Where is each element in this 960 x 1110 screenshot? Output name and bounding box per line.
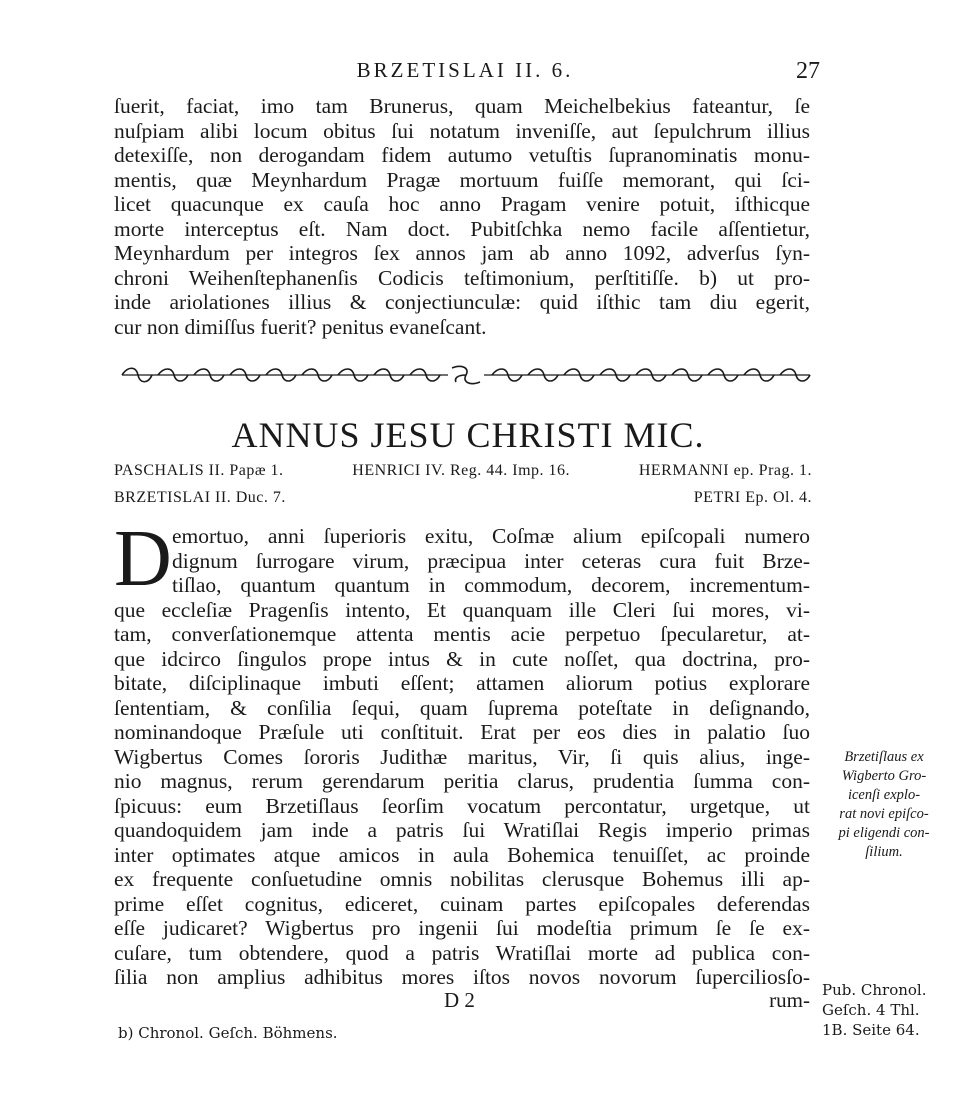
text-line: chroni Weihenſtephanenſis Codicis teſtimonium, perſtitiſſe. b) ut pro- (114, 265, 810, 290)
ruler-pope: PASCHALIS II. Papæ 1. (114, 462, 284, 479)
marginal-note-line: pi eligendi con- (838, 825, 930, 841)
rulers-row-2 (114, 489, 812, 507)
text-line: Meynhardum per integros ſex annos jam ab anno 1092, adverſus ſyn- (114, 241, 810, 265)
marginal-note-line: Brzetiſlaus ex (844, 749, 924, 765)
text-line: Wigbertus Comes ſororis Judithæ maritus, Vir, ſi quis alius, inge- (114, 744, 810, 769)
marginal-note-line: 1B. Seite 64. (822, 1021, 920, 1039)
marginal-note-line: Geſch. 4 Thl. (822, 1001, 920, 1019)
ruler-duke: BRZETISLAI II. Duc. 7. (114, 489, 286, 506)
text-line: quandoquidem jam inde a patris ſui Wratiſlai Regis imperio primas (114, 818, 810, 842)
text-line: emortuo, anni ſuperioris exitu, Coſmæ alium epiſcopali numero (172, 524, 810, 548)
running-head-title: BRZETISLAI II. 6. (356, 58, 574, 82)
text-line: licet quacunque ex cauſa hoc anno Pragam venire potuit, iſthicque (114, 192, 810, 216)
text-line: ſpicuus: eum Brzetiſlaus ſeorſim vocatum percontatur, urgetque, ut (114, 793, 810, 818)
rulers-row-1 (114, 462, 812, 480)
signature-mark: D 2 (444, 988, 475, 1012)
catchword: rum- (769, 988, 810, 1012)
paragraph-2 (114, 515, 810, 990)
marginal-note-line: Pub. Chronol. (822, 981, 927, 999)
text-line: que eccleſiæ Pragenſis intento, Et quanquam ille Cleri ſui mores, vi- (114, 597, 810, 622)
paragraph-1 (114, 94, 810, 339)
page-number: 27 (796, 58, 820, 84)
year-heading: ANNUS JESU CHRISTI MIC. (231, 415, 705, 455)
marginal-note-line: Wigberto Gro- (841, 768, 927, 784)
text-line: inter optimates atque amicos in aula Bohemica tenuiſſet, ac proinde (114, 842, 810, 867)
text-line: detexiſſe, non derogandam fidem autumo vetuſtis ſupranominatis monu- (114, 143, 810, 167)
catchline (114, 988, 810, 1014)
running-head (110, 58, 820, 88)
text-line: tiſlao, quantum quantum in commodum, decorem, incrementum- (172, 573, 810, 597)
text-line: ſuerit, faciat, imo tam Brunerus, quam Meichelbekius fateantur, ſe (114, 94, 810, 118)
ornament-icon (118, 364, 814, 386)
marginal-note-line: ſilium. (865, 844, 903, 860)
text-line: nuſpiam alibi locum obitus ſui notatum inveniſſe, aut ſepulchrum illius (114, 118, 810, 143)
text-line: nio magnus, rerum gerendarum peritia clarus, prudentia ſumma con- (114, 769, 810, 793)
text-line: prime eſſet cognitus, ediceret, cuinam partes epiſcopales deferendas (114, 891, 810, 916)
marginal-note-1 (824, 748, 944, 862)
marginal-note-line: rat novi epiſco- (839, 806, 929, 822)
ruler-emperor: HENRICI IV. Reg. 44. Imp. 16. (352, 462, 571, 479)
text-line: morte interceptus eſt. Nam doct. Pubitſchka nemo facile aſſentietur, (114, 216, 810, 241)
text-line: inde ariolationes illius & conjectiunculæ: quid iſthic tam diu egerit, (114, 290, 810, 314)
text-line: mentis, quæ Meynhardum Pragæ mortuum fuiſſe memorant, qui ſci- (114, 167, 810, 192)
ruler-bishop-olomouc: PETRI Ep. Ol. 4. (693, 489, 812, 506)
text-line: que idcirco ſingulos prope intus & in cute noſſet, qua doctrina, pro- (114, 646, 810, 671)
text-line: nominandoque Præſule uti conſtituit. Erat per eos dies in palatio ſuo (114, 720, 810, 744)
text-line: ex frequente conſuetudine omnis nobilitas clerusque Bohemus illi ap- (114, 867, 810, 891)
marginal-note-2 (822, 980, 942, 1040)
ruler-bishop-prague: HERMANNI ep. Prag. 1. (638, 462, 812, 479)
text-line: ſilia non amplius adhibitus mores iſtos novos novorum ſuperciliosſo- (114, 965, 810, 989)
drop-cap: D (114, 515, 172, 603)
text-line: ſententiam, & conſilia ſequi, quam ſuprema poteſtate in deſignando, (114, 695, 810, 720)
text-line: bitate, diſciplinaque imbuti eſſent; attamen aliorum potius explorare (114, 671, 810, 695)
text-line: dignum ſurrogare virum, præcipua inter ceteras cura fuit Brze- (172, 548, 810, 573)
text-line: cuſare, tum obtendere, quod a patris Wratiſlai morte ad publica con- (114, 940, 810, 965)
footnote: b) Chronol. Geſch. Böhmens. (118, 1024, 338, 1042)
text-line: eſſe judicaret? Wigbertus pro ingenii ſui modeſtia primum ſe ſe ex- (114, 916, 810, 940)
marginal-note-line: icenſi explo- (847, 787, 921, 803)
text-line: tam, converſationemque attenta mentis acie perpetuo ſpecularetur, at- (114, 622, 810, 646)
text-line: cur non dimiſſus fuerit? penitus evaneſcant. (114, 314, 487, 339)
